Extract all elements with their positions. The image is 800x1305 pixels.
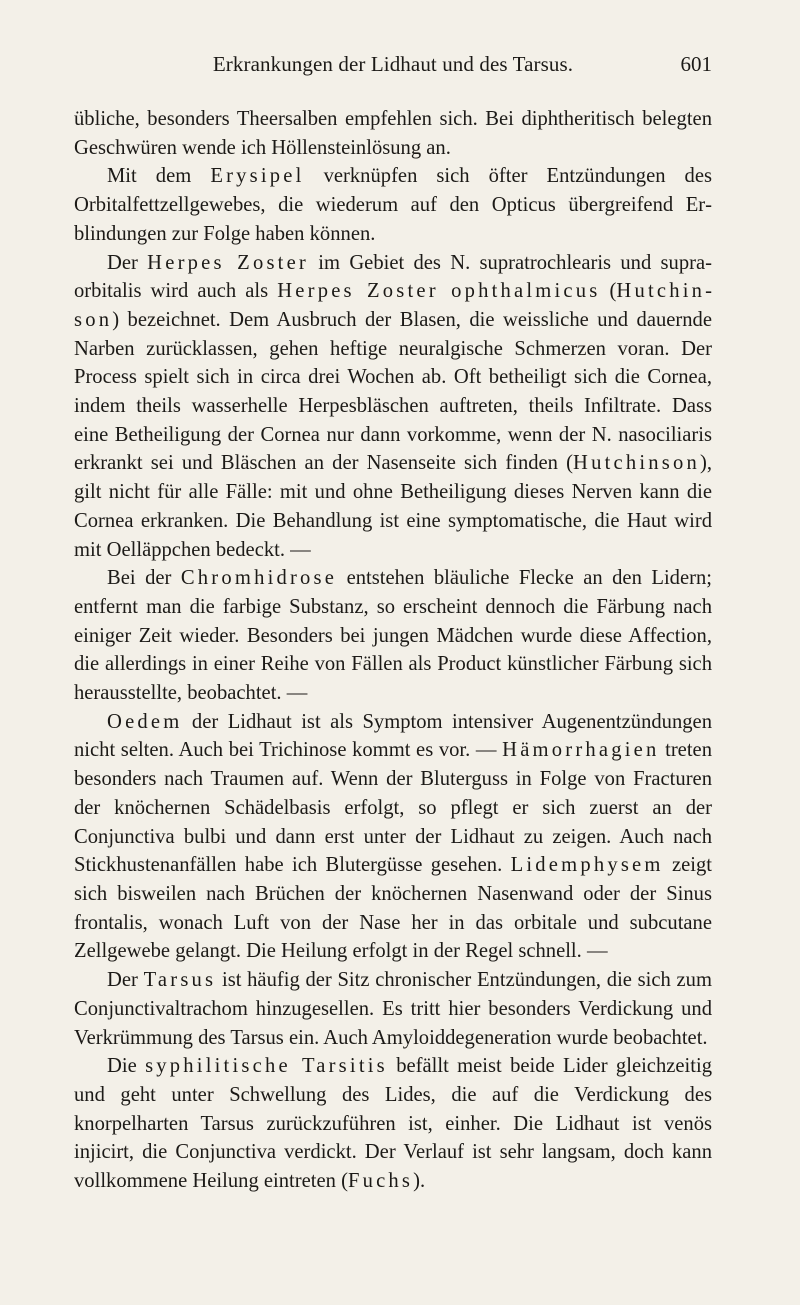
text-run: befällt meist beide Lider gleichzeitig und geht unter Schwellung des Lides, die auf die Verdickung des knorpelharten Tarsus zurückzuführen ist, einher. Die Lidhaut ist venös injicirt, die Conjunctiva verdickt. Der Verlauf ist sehr langsam, doch kann vollkommene Heilung eintreten (	[74, 1055, 712, 1193]
running-title: Erkrankungen der Lidhaut und des Tarsus.	[212, 52, 574, 76]
body-text	[74, 105, 712, 1196]
spaced-term: Hämorrhagien	[502, 739, 660, 762]
spaced-term: Hutchinson	[74, 280, 712, 331]
page-number: 601	[680, 52, 712, 76]
text-run: der Lidhaut ist als Symptom intensiver Augenentzündungen nicht selten. Auch bei Trichinose kommt es vor. —	[74, 710, 712, 762]
text-run: Der	[107, 251, 148, 274]
text-run: entstehen bläuliche Flecke an den Lidern; entfernt man die farbige Substanz, so erscheint dennoch die Färbung nach einiger Zeit wieder. Besonders bei jungen Mädchen wurde diese Affection, die allerdings in einer Reihe von Fällen als Product künstlicher Färbung sich herausstellte, beobachtet. —	[74, 567, 712, 705]
spaced-term: Hutchinson	[573, 452, 700, 475]
text-run: Der	[107, 969, 144, 992]
spaced-term: Tarsus	[143, 969, 217, 992]
spaced-term: syphilitische Tarsitis	[145, 1055, 388, 1078]
spaced-term: Chromhidrose	[180, 567, 338, 590]
text-run: ) bezeichnet. Dem Ausbruch der Blasen, die weissliche und dauernde Narben zurücklassen, gehen heftige neuralgische Schmerzen voran. Der Process spielt sich in circa drei Wochen ab. Oft betheiligt sich die Cornea, indem theils wasserhelle Herpesbläschen auftreten, theils Infiltrate. Dass eine Betheiligung der Cornea nur dann vorkomme, wenn der N. nasociliaris erkrankt sei und Bläschen an der Nasenseite sich finden (	[74, 308, 712, 475]
paragraph	[74, 564, 712, 708]
text-run: treten besonders nach Traumen auf. Wenn der Bluterguss in Folge von Fracturen der knöchernen Schädelbasis erfolgt, so pflegt er sich zuerst an der Conjunctiva bulbi und dann erst unter der Lidhaut zu zeigen. Auch nach Stickhustenanfällen habe ich Blutergüsse gesehen.	[74, 739, 712, 877]
text-run: ).	[413, 1170, 426, 1193]
paragraph	[74, 966, 712, 1052]
paragraph	[74, 162, 712, 248]
paragraph	[74, 249, 712, 565]
text-run: ist häufig der Sitz chronischer Entzündungen, die sich zum Conjunctivaltrachom hinzugesellen. Es tritt hier besonders Verdickung und Verkrümmung des Tarsus ein. Auch Amyloiddegeneration wurde beobachtet.	[74, 969, 712, 1049]
spaced-term: Fuchs	[347, 1170, 414, 1193]
text-run: Mit dem	[107, 165, 211, 188]
spaced-term: Herpes Zoster ophthalmicus	[277, 280, 601, 303]
running-header	[74, 52, 712, 82]
spaced-term: Oedem	[107, 710, 183, 733]
text-run: ), gilt nicht für alle Fälle: mit und ohne Betheiligung dieses Nerven kann die Cornea erkranken. Die Behandlung ist eine symptomatische, die Haut wird mit Oelläppchen bedeckt. —	[74, 452, 712, 561]
text-run: verknüpfen sich öfter Entzündungen des Orbitalfettzellgewebes, die wiederum auf den Opticus übergreifend Erblindungen zur Folge haben können.	[74, 165, 712, 245]
text-run: übliche, besonders Theersalben empfehlen sich. Bei diphtheritisch belegten Geschwüren wende ich Höllensteinlösung an.	[74, 108, 712, 159]
paragraph	[74, 105, 712, 162]
text-run: zeigt sich bisweilen nach Brüchen der knöchernen Nasenwand oder der Sinus frontalis, wonach Luft von der Nase her in das orbitale und subcutane Zellgewebe gelangt. Die Heilung erfolgt in der Regel schnell. —	[74, 854, 712, 963]
text-run: (	[600, 280, 617, 303]
spaced-term: Erysipel	[210, 165, 305, 188]
text-run: Die	[107, 1055, 146, 1078]
spaced-term: Herpes Zoster	[147, 251, 309, 274]
text-run: Bei der	[107, 567, 181, 590]
paragraph	[74, 708, 712, 966]
text-run: im Gebiet des N. supratrochlearis und supraorbitalis wird auch als	[74, 251, 712, 303]
spaced-term: Lidemphysem	[510, 854, 664, 877]
paragraph	[74, 1052, 712, 1196]
